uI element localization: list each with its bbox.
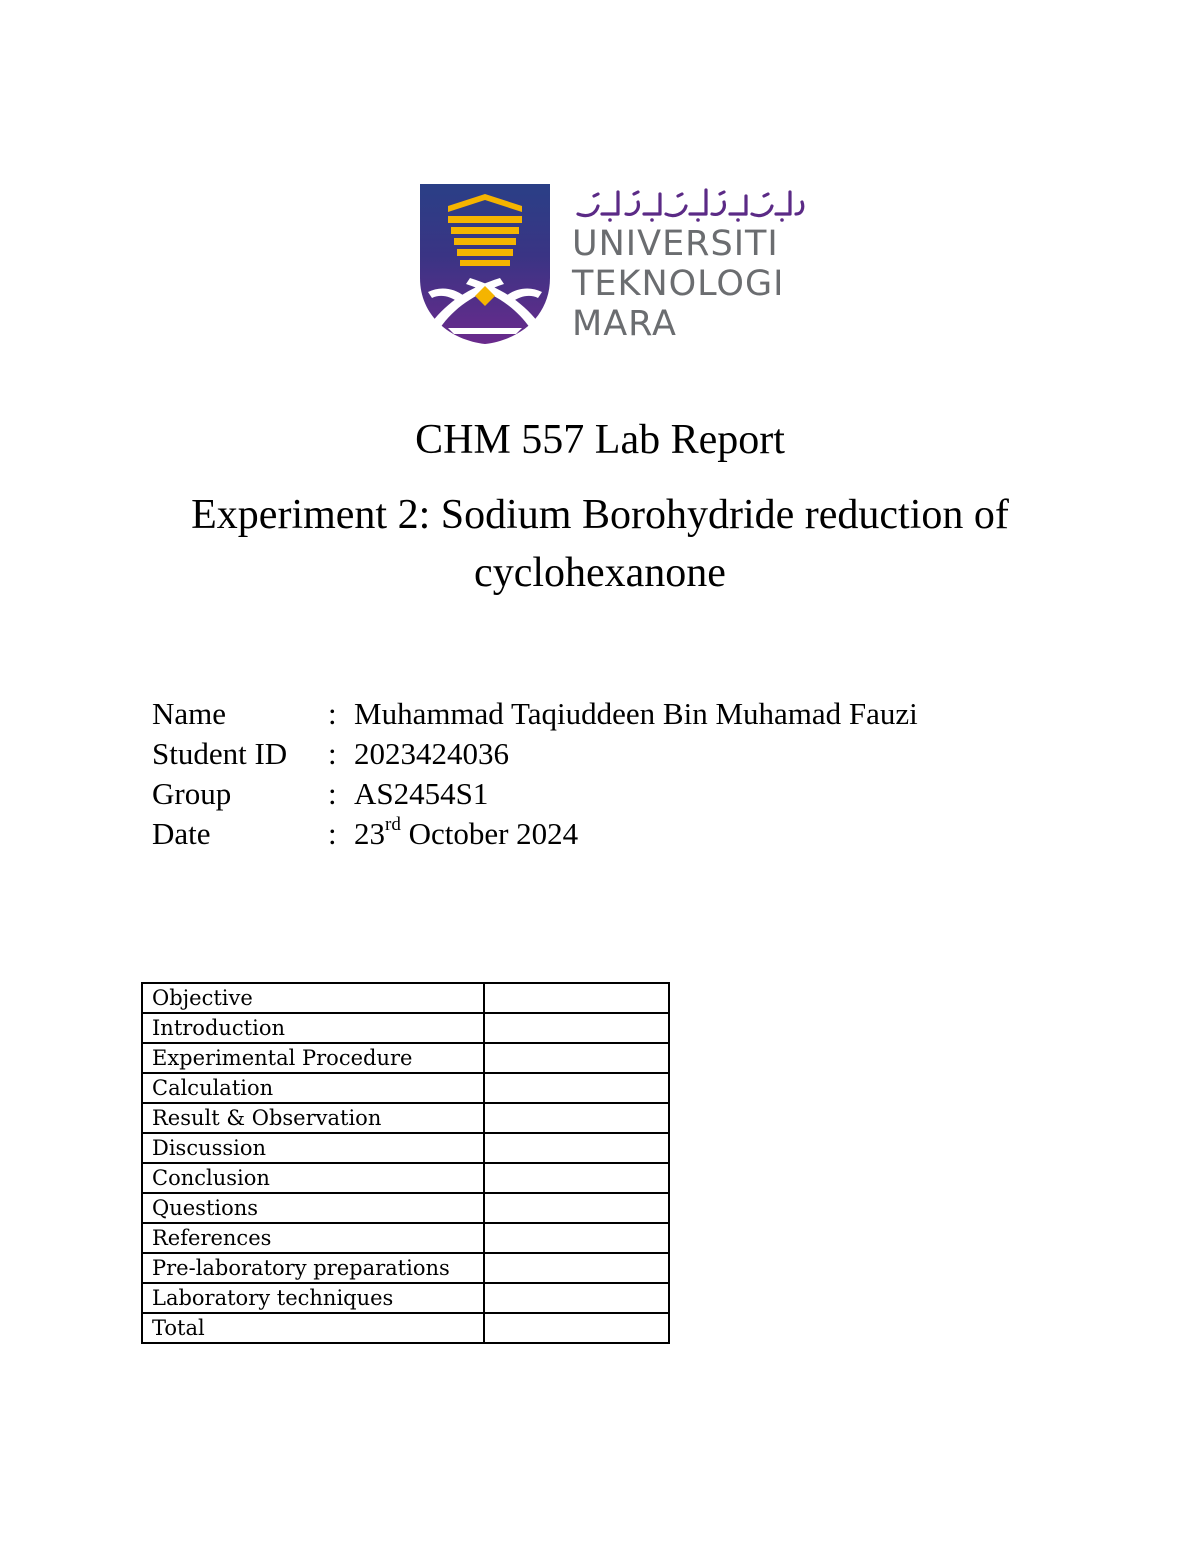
- info-row-group: [152, 774, 1052, 814]
- date-month-year: October 2024: [400, 816, 579, 851]
- section-name: Result & Observation: [142, 1103, 484, 1133]
- university-wordmark: [572, 182, 810, 346]
- table-row: [142, 1163, 669, 1193]
- score-cell: [484, 1073, 669, 1103]
- info-label: Group: [152, 776, 232, 811]
- info-label: Student ID: [152, 736, 288, 771]
- table-row: [142, 1043, 669, 1073]
- uitm-crest-icon: [418, 182, 552, 346]
- student-id: 2023424036: [354, 736, 509, 771]
- score-cell: [484, 1103, 669, 1133]
- section-name: Total: [142, 1313, 484, 1343]
- info-colon: :: [328, 776, 337, 811]
- table-row-total: [142, 1313, 669, 1343]
- logo-text-teknologi: TEKNOLOGI: [572, 264, 785, 304]
- marks-table: [141, 982, 670, 1344]
- section-name: Laboratory techniques: [142, 1283, 484, 1313]
- section-name: References: [142, 1223, 484, 1253]
- section-name: Discussion: [142, 1133, 484, 1163]
- table-row: [142, 1103, 669, 1133]
- section-name: Conclusion: [142, 1163, 484, 1193]
- section-name: Objective: [142, 983, 484, 1013]
- info-label: Name: [152, 696, 227, 731]
- date-ordinal-suffix: rd: [385, 813, 401, 835]
- info-label: Date: [152, 816, 211, 851]
- section-name: Introduction: [142, 1013, 484, 1043]
- score-cell: [484, 1223, 669, 1253]
- info-colon: :: [328, 696, 337, 731]
- info-colon: :: [328, 816, 337, 851]
- table-row: [142, 1013, 669, 1043]
- total-score-cell: [484, 1313, 669, 1343]
- date-day: 23: [354, 816, 385, 851]
- score-cell: [484, 1253, 669, 1283]
- info-row-name: [152, 694, 1052, 734]
- section-name: Experimental Procedure: [142, 1043, 484, 1073]
- score-cell: [484, 1133, 669, 1163]
- score-cell: [484, 983, 669, 1013]
- table-row: [142, 983, 669, 1013]
- student-name: Muhammad Taqiuddeen Bin Muhamad Fauzi: [354, 696, 918, 731]
- logo-text-universiti: UNIVERSITI: [572, 224, 779, 264]
- table-row: [142, 1253, 669, 1283]
- table-row: [142, 1133, 669, 1163]
- score-cell: [484, 1043, 669, 1073]
- course-title: CHM 557 Lab Report: [415, 417, 785, 463]
- table-row: [142, 1223, 669, 1253]
- report-date: [354, 814, 578, 854]
- student-info: [152, 694, 1052, 854]
- logo-text-mara: MARA: [572, 304, 677, 344]
- info-colon: :: [328, 736, 337, 771]
- table-row: [142, 1193, 669, 1223]
- group-code: AS2454S1: [354, 776, 489, 811]
- score-cell: [484, 1283, 669, 1313]
- university-logo: [418, 182, 810, 346]
- score-cell: [484, 1193, 669, 1223]
- section-name: Pre-laboratory preparations: [142, 1253, 484, 1283]
- table-row: [142, 1283, 669, 1313]
- section-name: Calculation: [142, 1073, 484, 1103]
- info-row-date: [152, 814, 1052, 854]
- experiment-title-line-2: cyclohexanone: [474, 550, 726, 596]
- score-cell: [484, 1013, 669, 1043]
- table-row: [142, 1073, 669, 1103]
- experiment-title-line-1: Experiment 2: Sodium Borohydride reduction of: [191, 492, 1009, 538]
- jawi-script-icon: [574, 184, 806, 222]
- section-name: Questions: [142, 1193, 484, 1223]
- info-row-student-id: [152, 734, 1052, 774]
- score-cell: [484, 1163, 669, 1193]
